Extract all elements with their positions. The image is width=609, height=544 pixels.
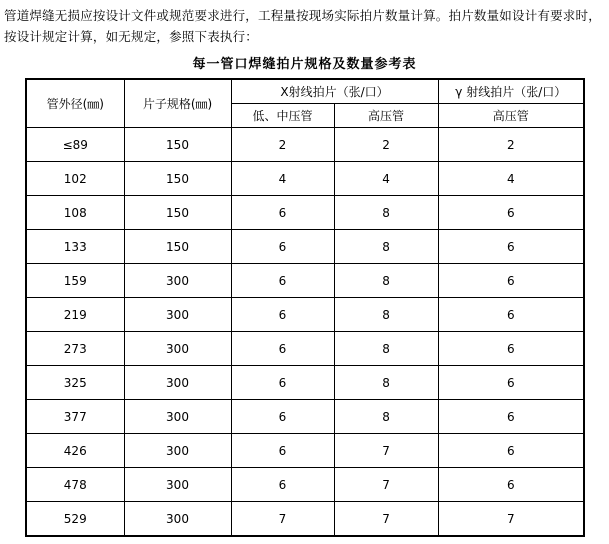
- cell-xray-high: 8: [334, 264, 438, 298]
- cell-gamma-high: 6: [438, 468, 584, 502]
- table-title: 每一管口焊缝拍片规格及数量参考表: [192, 57, 417, 72]
- cell-gamma-high: 6: [438, 400, 584, 434]
- table-row: [26, 196, 584, 230]
- cell-xray-high: 2: [334, 128, 438, 162]
- cell-film-spec: 300: [124, 434, 231, 468]
- cell-xray-low-mid: 6: [231, 468, 334, 502]
- cell-xray-low-mid: 6: [231, 332, 334, 366]
- cell-gamma-high: 6: [438, 332, 584, 366]
- cell-gamma-high: 6: [438, 366, 584, 400]
- cell-xray-low-mid: 6: [231, 434, 334, 468]
- cell-gamma-high: 4: [438, 162, 584, 196]
- cell-xray-high: 8: [334, 400, 438, 434]
- table-row: [26, 434, 584, 468]
- cell-diameter: 529: [26, 502, 124, 537]
- cell-diameter: 133: [26, 230, 124, 264]
- cell-film-spec: 300: [124, 264, 231, 298]
- cell-gamma-high: 6: [438, 298, 584, 332]
- cell-xray-low-mid: 6: [231, 264, 334, 298]
- table-body: [26, 128, 584, 537]
- cell-film-spec: 300: [124, 468, 231, 502]
- cell-diameter: 377: [26, 400, 124, 434]
- table-row: [26, 502, 584, 537]
- cell-xray-high: 8: [334, 230, 438, 264]
- table-row: [26, 332, 584, 366]
- cell-xray-high: 7: [334, 468, 438, 502]
- cell-xray-low-mid: 6: [231, 400, 334, 434]
- cell-diameter: 478: [26, 468, 124, 502]
- cell-xray-low-mid: 6: [231, 366, 334, 400]
- table-row: [26, 468, 584, 502]
- cell-diameter: 102: [26, 162, 124, 196]
- header-gamma-group: γ 射线拍片（张/口）: [438, 79, 584, 104]
- reference-table: [25, 78, 585, 537]
- table-row: [26, 162, 584, 196]
- cell-film-spec: 300: [124, 366, 231, 400]
- cell-diameter: 219: [26, 298, 124, 332]
- cell-xray-low-mid: 6: [231, 230, 334, 264]
- cell-xray-high: 7: [334, 502, 438, 537]
- intro-paragraph: 管道焊缝无损应按设计文件或规范要求进行，工程量按现场实际拍片数量计算。拍片数量如设计有要求时，按设计规定计算，如无规定，参照下表执行：: [4, 8, 601, 44]
- cell-diameter: 426: [26, 434, 124, 468]
- table-row: [26, 264, 584, 298]
- clipped-note-line: [22, 536, 602, 544]
- table-row: [26, 128, 584, 162]
- table-row: [26, 366, 584, 400]
- header-film-spec: 片子规格(㎜): [124, 79, 231, 128]
- header-xray-low-mid: 低、中压管: [231, 104, 334, 128]
- cell-gamma-high: 6: [438, 434, 584, 468]
- header-gamma-high: 高压管: [438, 104, 584, 128]
- cell-xray-high: 8: [334, 332, 438, 366]
- header-outer-diameter: 管外径(㎜): [26, 79, 124, 128]
- header-row-1: [26, 79, 584, 104]
- cell-gamma-high: 7: [438, 502, 584, 537]
- table-row: [26, 298, 584, 332]
- cell-film-spec: 300: [124, 502, 231, 537]
- cell-diameter: 108: [26, 196, 124, 230]
- cell-xray-low-mid: 4: [231, 162, 334, 196]
- cell-gamma-high: 6: [438, 230, 584, 264]
- cell-diameter: 273: [26, 332, 124, 366]
- header-xray-high: 高压管: [334, 104, 438, 128]
- cell-gamma-high: 2: [438, 128, 584, 162]
- cell-gamma-high: 6: [438, 264, 584, 298]
- cell-xray-high: 8: [334, 196, 438, 230]
- cell-diameter: ≤89: [26, 128, 124, 162]
- cell-film-spec: 300: [124, 298, 231, 332]
- cell-film-spec: 300: [124, 332, 231, 366]
- cell-xray-high: 7: [334, 434, 438, 468]
- header-xray-group: X射线拍片（张/口）: [231, 79, 438, 104]
- cell-film-spec: 300: [124, 400, 231, 434]
- cell-film-spec: 150: [124, 196, 231, 230]
- cell-xray-high: 8: [334, 298, 438, 332]
- cell-film-spec: 150: [124, 230, 231, 264]
- cell-xray-low-mid: 2: [231, 128, 334, 162]
- cell-gamma-high: 6: [438, 196, 584, 230]
- cell-film-spec: 150: [124, 162, 231, 196]
- table-row: [26, 230, 584, 264]
- table-row: [26, 400, 584, 434]
- cell-diameter: 159: [26, 264, 124, 298]
- cell-xray-low-mid: 6: [231, 196, 334, 230]
- cell-xray-high: 8: [334, 366, 438, 400]
- cell-film-spec: 150: [124, 128, 231, 162]
- cell-diameter: 325: [26, 366, 124, 400]
- cell-xray-low-mid: 7: [231, 502, 334, 537]
- cell-xray-high: 4: [334, 162, 438, 196]
- cell-xray-low-mid: 6: [231, 298, 334, 332]
